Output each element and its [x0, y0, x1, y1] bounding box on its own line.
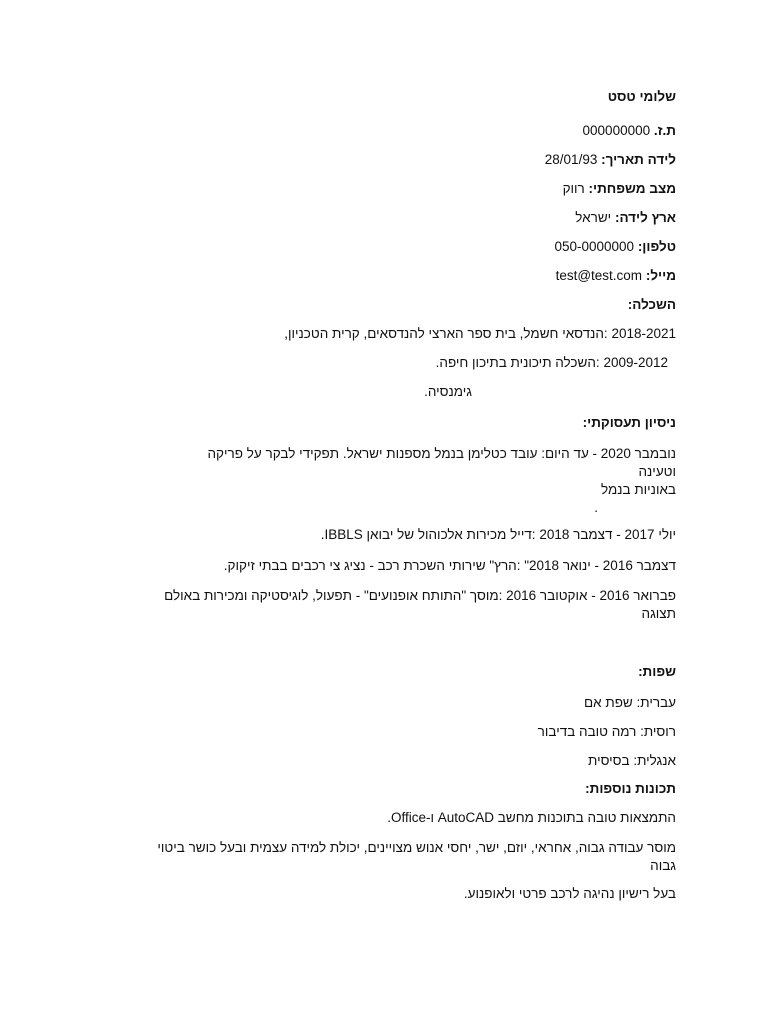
language-item: עברית: שפת אם [583, 695, 676, 710]
experience-heading: ניסיון תעסוקתי: [582, 415, 676, 430]
birth-country: ארץ לידה: ישראל [575, 210, 676, 225]
experience-item: דצמבר 2016 - ינואר 2018" :הרץ" שירותי השכרת רכב - נציג צי רכבים בבתי זיקוק. [223, 558, 676, 573]
experience-item: נובמבר 2020 - עד היום: עובד כטלימן בנמל מספנות ישראל. תפקידי לבקר על פריקה [207, 446, 676, 461]
candidate-name: שלומי טסט [607, 89, 676, 104]
language-item: אנגלית: בסיסית [588, 753, 676, 768]
education-line: גימנסיה. [424, 384, 472, 399]
education-line: 2009-2012 :השכלה תיכונית בתיכון חיפה. [435, 355, 668, 370]
skills-line: התמצאות טובה בתוכנות מחשב AutoCAD ו-Office. [387, 810, 676, 825]
education-line: 2018-2021 :הנדסאי חשמל, בית ספר הארצי להנדסאים, קרית הטכניון, [284, 326, 676, 341]
languages-heading: שפות: [638, 664, 676, 679]
experience-item: יולי 2017 - דצמבר 2018 :דייל מכירות אלכוהול של יבואן IBBLS. [320, 527, 676, 542]
skills-line: בעל רישיון נהיגה לרכב פרטי ולאופנוע. [463, 886, 676, 901]
skills-heading: תכונות נוספות: [585, 781, 676, 796]
education-heading: השכלה: [627, 297, 676, 312]
skills-line: מוסר עבודה גבוה, אחראי, יוזם, ישר, יחסי אנוש מצויינים, יכולת למידה עצמית ובעל כושר ביטוי [157, 840, 676, 855]
birth-date: לידה תאריך: 28/01/93 [544, 152, 676, 167]
experience-item-cont: וטעינה [638, 464, 676, 479]
skills-line-cont: גבוה [650, 858, 676, 873]
id-number: ת.ז. 000000000 [582, 123, 676, 138]
experience-item-cont: תצוגה [641, 606, 676, 621]
experience-item-cont: באוניות בנמל [600, 482, 676, 497]
marital-status: מצב משפחתי: רווק [562, 181, 676, 196]
language-item: רוסית: רמה טובה בדיבור [537, 724, 676, 739]
experience-item: פברואר 2016 - אוקטובר 2016 :מוסך "התותח אופנועים" - תפעול, לוגיסטיקה ומכירות באולם [164, 588, 676, 603]
experience-item-cont: . [594, 500, 598, 515]
phone: טלפון: 050-0000000 [554, 239, 676, 254]
email[interactable]: מייל: test@test.com [555, 268, 676, 283]
